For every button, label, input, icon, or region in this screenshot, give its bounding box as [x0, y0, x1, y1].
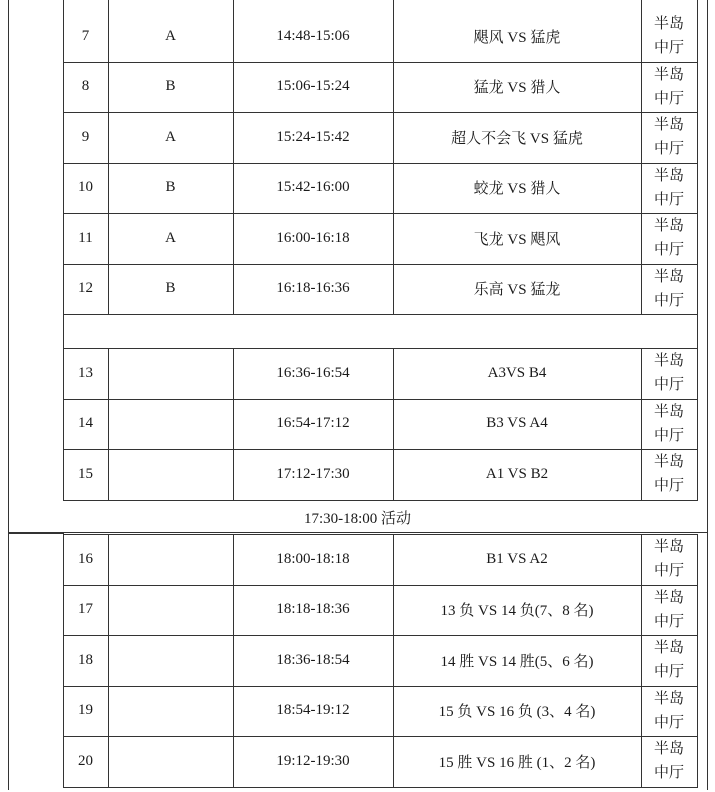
venue-line: 半岛: [653, 353, 684, 370]
match-number: 18: [78, 651, 93, 668]
venue-line: 中厅: [653, 141, 684, 158]
match-number: 7: [81, 27, 90, 44]
venue-line: 半岛: [653, 218, 684, 235]
match-number: 14: [78, 415, 93, 432]
venue-line: 半岛: [653, 268, 684, 285]
time-slot: 15:06-15:24: [276, 78, 350, 95]
time-slot: 16:36-16:54: [276, 364, 350, 381]
break-banner: 17:30-18:00 活动: [303, 510, 412, 527]
group-cell: A: [165, 128, 176, 145]
venue-line: 中厅: [653, 714, 684, 731]
match-number: 17: [78, 601, 93, 618]
banner-bottom-line: [8, 533, 64, 534]
venue-line: 中厅: [653, 377, 684, 394]
banner-bottom-line: [8, 532, 708, 533]
column-divider: [697, 0, 698, 11]
venue-line: 半岛: [653, 117, 684, 134]
match-up: 飞龙 VS 飓风: [473, 231, 561, 248]
venue-line: 中厅: [653, 292, 684, 309]
match-up: 超人不会飞 VS 猛虎: [451, 130, 583, 147]
group-cell: [108, 686, 233, 737]
venue-cell: [641, 348, 697, 399]
match-number: 16: [78, 550, 93, 567]
group-cell: [108, 736, 233, 787]
time-slot: 16:00-16:18: [276, 229, 350, 246]
match-number: 13: [78, 364, 93, 381]
venue-line: 半岛: [653, 66, 684, 83]
venue-line: 半岛: [653, 640, 684, 657]
venue-line: 中厅: [653, 478, 684, 495]
group-cell: A: [165, 229, 176, 246]
match-up: 13 负 VS 14 负(7、8 名): [440, 603, 594, 620]
group-cell: B: [165, 280, 176, 297]
column-divider: [63, 314, 64, 348]
time-slot: 19:12-19:30: [276, 752, 350, 769]
group-cell: [108, 348, 233, 399]
row-divider: [63, 500, 698, 501]
venue-cell: [641, 635, 697, 686]
column-divider: [697, 314, 698, 348]
match-up: 乐高 VS 猛龙: [473, 282, 561, 299]
venue-line: 半岛: [653, 741, 684, 758]
venue-cell: [641, 399, 697, 450]
venue-line: 半岛: [653, 16, 684, 33]
venue-cell: [641, 112, 697, 163]
column-divider: [63, 0, 64, 11]
time-slot: 18:54-19:12: [276, 702, 350, 719]
venue-cell: [641, 163, 697, 214]
time-slot: 15:24-15:42: [276, 128, 350, 145]
match-up: 15 胜 VS 16 胜 (1、2 名): [438, 754, 596, 771]
venue-line: 中厅: [653, 427, 684, 444]
venue-cell: [641, 449, 697, 500]
match-number: 12: [78, 280, 93, 297]
venue-line: 中厅: [653, 90, 684, 107]
venue-cell: [641, 736, 697, 787]
venue-cell: [641, 534, 697, 585]
match-up: B3 VS A4: [486, 415, 548, 432]
match-number: 11: [78, 229, 93, 246]
match-up: 15 负 VS 16 负 (3、4 名): [438, 704, 596, 721]
match-up: 猛龙 VS 猎人: [473, 80, 561, 97]
column-divider: [393, 0, 394, 11]
venue-line: 中厅: [653, 563, 684, 580]
venue-cell: [641, 264, 697, 315]
venue-cell: [641, 213, 697, 264]
match-up: 飓风 VS 猛虎: [473, 29, 561, 46]
match-number: 9: [81, 128, 90, 145]
column-divider: [641, 0, 642, 11]
venue-cell: [641, 686, 697, 737]
row-divider: [63, 314, 698, 315]
time-slot: 18:00-18:18: [276, 550, 350, 567]
match-up: 14 胜 VS 14 胜(5、6 名): [440, 653, 594, 670]
outer-frame-line: [8, 533, 9, 790]
time-slot: 14:48-15:06: [276, 27, 350, 44]
venue-line: 半岛: [653, 539, 684, 556]
time-slot: 18:18-18:36: [276, 601, 350, 618]
venue-cell: [641, 11, 697, 62]
match-number: 20: [78, 752, 93, 769]
group-cell: A: [165, 27, 176, 44]
row-divider: [63, 787, 698, 788]
match-number: 19: [78, 702, 93, 719]
group-cell: B: [165, 179, 176, 196]
time-slot: 16:54-17:12: [276, 415, 350, 432]
match-up: A3VS B4: [487, 364, 547, 381]
outer-frame-line: [707, 533, 708, 790]
column-divider: [108, 0, 109, 11]
column-divider: [697, 534, 698, 788]
time-slot: 16:18-16:36: [276, 280, 350, 297]
venue-line: 中厅: [653, 191, 684, 208]
match-up: B1 VS A2: [486, 550, 548, 567]
venue-line: 半岛: [653, 403, 684, 420]
match-up: 蛟龙 VS 猎人: [473, 181, 561, 198]
venue-line: 半岛: [653, 454, 684, 471]
column-divider: [697, 348, 698, 501]
time-slot: 15:42-16:00: [276, 179, 350, 196]
outer-frame-line: [707, 0, 708, 533]
group-cell: B: [165, 78, 176, 95]
outer-frame-line: [8, 0, 9, 533]
match-number: 8: [81, 78, 90, 95]
venue-line: 半岛: [653, 589, 684, 606]
venue-line: 中厅: [653, 242, 684, 259]
group-cell: [108, 534, 233, 585]
venue-line: 半岛: [653, 690, 684, 707]
venue-line: 中厅: [653, 765, 684, 782]
group-cell: [108, 585, 233, 636]
venue-line: 半岛: [653, 167, 684, 184]
group-cell: [108, 399, 233, 450]
venue-line: 中厅: [653, 664, 684, 681]
venue-line: 中厅: [653, 613, 684, 630]
venue-line: 中厅: [653, 40, 684, 57]
match-number: 10: [78, 179, 93, 196]
column-divider: [233, 0, 234, 11]
group-cell: [108, 635, 233, 686]
time-slot: 18:36-18:54: [276, 651, 350, 668]
venue-cell: [641, 585, 697, 636]
match-number: 15: [78, 465, 93, 482]
venue-cell: [641, 62, 697, 113]
time-slot: 17:12-17:30: [276, 465, 350, 482]
group-cell: [108, 449, 233, 500]
match-up: A1 VS B2: [485, 465, 549, 482]
